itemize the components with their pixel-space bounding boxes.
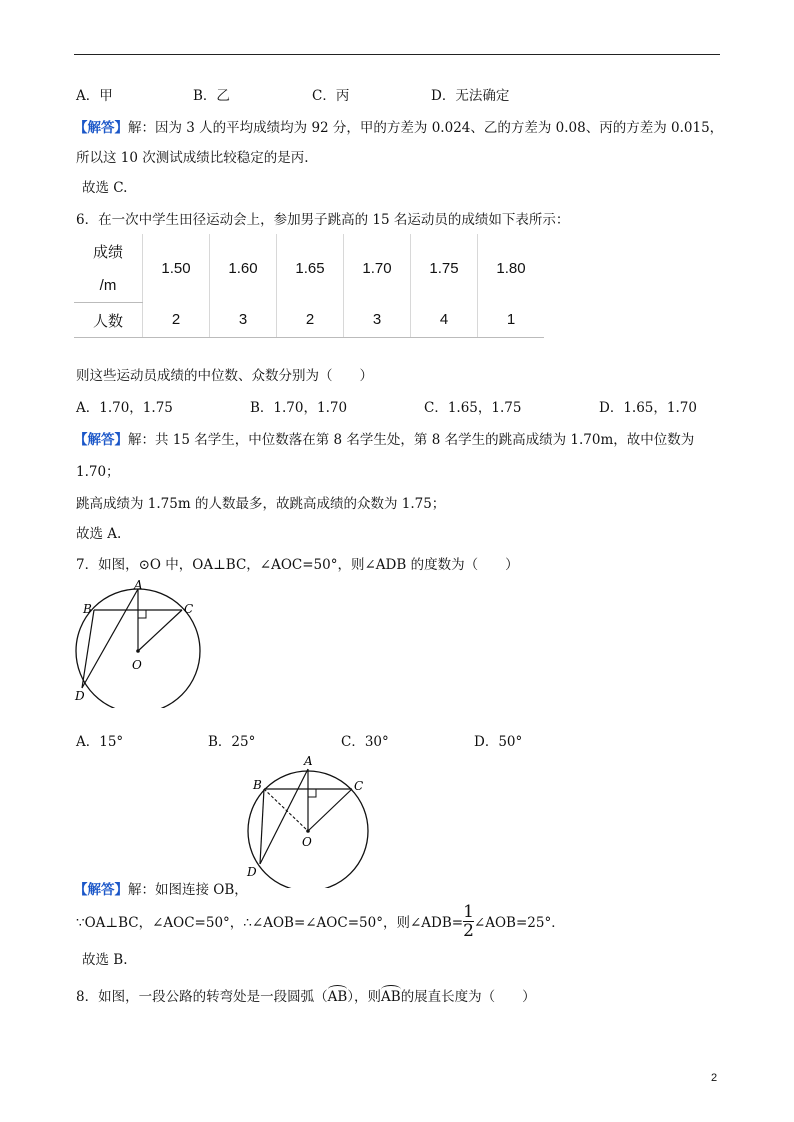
label-d: D — [75, 689, 85, 703]
q6-option-c: C．1.65，1.75 — [424, 400, 522, 416]
arc-ab: AB — [327, 989, 348, 1005]
q5-option-c: C．丙 — [312, 88, 350, 104]
q5-option-b: B．乙 — [193, 88, 230, 104]
label-o: O — [132, 658, 142, 672]
row-header-count: 人数 — [74, 303, 143, 338]
answer-tag: 【解答】 — [74, 882, 128, 898]
q7-choice: 故选 B. — [82, 952, 128, 968]
label-b: B — [253, 778, 262, 792]
q7-option-a: A．15° — [76, 734, 124, 750]
table-cell: 4 — [411, 303, 478, 338]
fraction-half: $\frac{1}{2}$ — [463, 901, 474, 941]
row-header-score: 成绩 — [74, 234, 143, 268]
q6-answer-line1: 【解答】解：共 15 名学生，中位数落在第 8 名学生处，第 8 名学生的跳高成绩为 1.70m，故中位数为 — [74, 432, 695, 448]
table-cell: 2 — [277, 303, 344, 338]
q6-option-b: B．1.70，1.70 — [250, 400, 348, 416]
label-c: C — [354, 779, 364, 793]
q6-answer-line2: 1.70； — [76, 464, 120, 480]
q5-option-d: D．无法确定 — [431, 88, 510, 104]
table-cell: 1.65 — [277, 234, 344, 303]
q6-choice: 故选 A. — [76, 526, 122, 542]
q7-answer-line1: 【解答】解：如图连接 OB， — [74, 882, 248, 898]
label-a: A — [304, 754, 313, 768]
circle-diagram — [70, 576, 220, 708]
q5-choice: 故选 C. — [82, 180, 128, 196]
q7-option-c: C．30° — [341, 734, 389, 750]
scores-table — [74, 234, 544, 338]
answer-tag: 【解答】 — [74, 120, 128, 136]
page-number: 2 — [711, 1072, 718, 1084]
label-o: O — [302, 835, 312, 849]
q7-option-b: B．25° — [208, 734, 256, 750]
arc-ab: AB — [381, 989, 401, 1005]
q6-option-a: A．1.70，1.75 — [76, 400, 173, 416]
solution-diagram — [242, 752, 382, 888]
q7-option-d: D．50° — [474, 734, 523, 750]
label-a: A — [134, 578, 143, 592]
q7-stem: 7．如图，⊙O 中，OA⊥BC，∠AOC=50°，则∠ADB 的度数为（ ） — [76, 557, 519, 573]
q5-answer-line1: 【解答】解：因为 3 人的平均成绩均为 92 分，甲的方差为 0.024、乙的方差为 0.08、丙的方差为 0.015， — [74, 120, 724, 136]
table-cell: 1.50 — [143, 234, 210, 303]
label-b: B — [83, 602, 92, 616]
table-cell: 1.70 — [344, 234, 411, 303]
q5-answer-line2: 所以这 10 次测试成绩比较稳定的是丙. — [76, 150, 309, 166]
header-rule — [74, 54, 720, 55]
q5-option-a: A．甲 — [76, 88, 113, 104]
row-header-unit: /m — [74, 268, 143, 303]
answer-tag: 【解答】 — [74, 432, 128, 448]
table-cell: 1.75 — [411, 234, 478, 303]
table-cell: 2 — [143, 303, 210, 338]
q8-stem: 8．如图，一段公路的转弯处是一段圆弧（AB），则AB的展直长度为（ ） — [76, 989, 536, 1005]
q6-question: 则这些运动员成绩的中位数、众数分别为（ ） — [76, 368, 373, 384]
table-cell: 3 — [344, 303, 411, 338]
q6-answer-line3: 跳高成绩为 1.75m 的人数最多，故跳高成绩的众数为 1.75； — [76, 496, 446, 512]
table-cell: 3 — [210, 303, 277, 338]
table-cell: 1.80 — [496, 259, 526, 277]
label-c: C — [184, 602, 194, 616]
table-cell: 1 — [478, 303, 545, 338]
q7-answer-line2: ∵OA⊥BC，∠AOC=50°，∴∠AOB=∠AOC=50°，则∠ADB= $\frac{1}{2}$ ∠AOB=25°． — [76, 901, 565, 941]
q6-stem: 6．在一次中学生田径运动会上，参加男子跳高的 15 名运动员的成绩如下表所示： — [76, 212, 570, 228]
q6-option-d: D．1.65，1.70 — [599, 400, 697, 416]
label-d: D — [247, 865, 257, 879]
table-cell: 1.60 — [210, 234, 277, 303]
